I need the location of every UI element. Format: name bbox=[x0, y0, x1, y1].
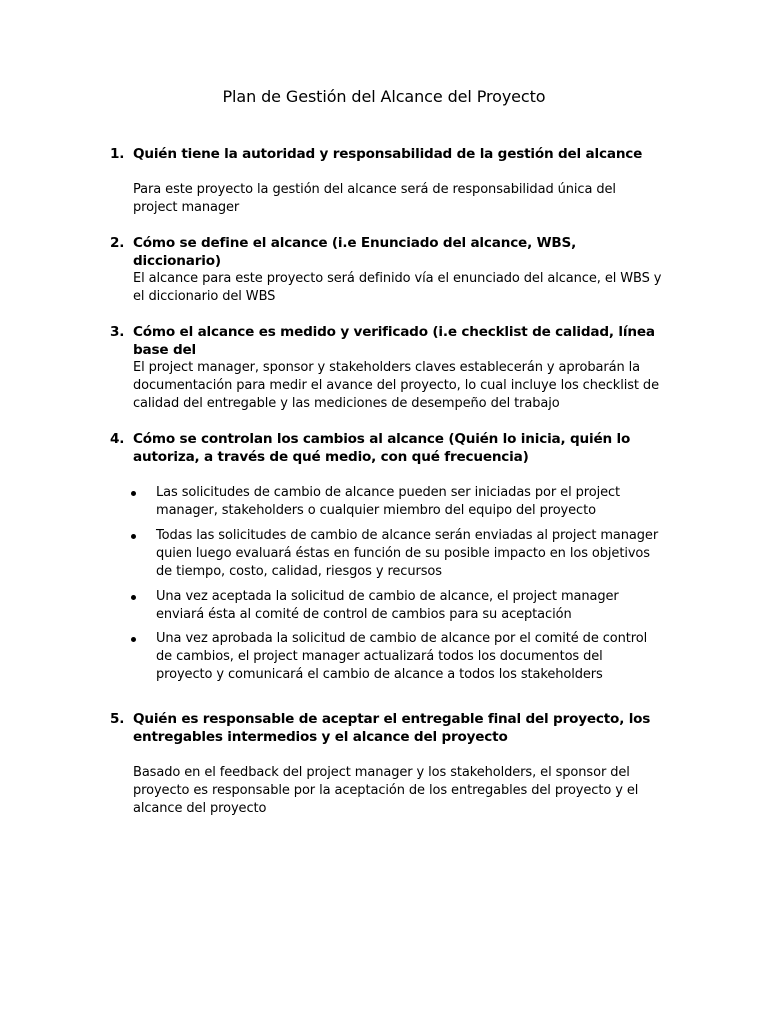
section-1-heading-text: Quién tiene la autoridad y responsabilidad de la gestión del alcance bbox=[133, 146, 643, 162]
section-4-heading-text: Cómo se controlan los cambios al alcance (Quién lo inicia, quién lo autoriza, a través de qué medio, con qué frecuencia) bbox=[133, 431, 631, 465]
section-1-body: Para este proyecto la gestión del alcance será de responsabilidad única del project manager bbox=[133, 182, 616, 215]
section-1-number: 1. bbox=[110, 146, 125, 162]
bullet-icon bbox=[131, 534, 136, 539]
section-5-body: Basado en el feedback del project manager y los stakeholders, el sponsor del proyecto es responsable por la aceptación de los entregables del proyecto y el alcance del proyecto bbox=[133, 765, 639, 816]
document-title: Plan de Gestión del Alcance del Proyecto bbox=[222, 87, 546, 106]
section-2-body: El alcance para este proyecto será definido vía el enunciado del alcance, el WBS y el diccionario del WBS bbox=[133, 271, 662, 304]
section-3-number: 3. bbox=[110, 324, 125, 340]
bullet-icon bbox=[131, 595, 136, 600]
bullet-icon bbox=[131, 491, 136, 496]
list-item-text: Todas las solicitudes de cambio de alcance serán enviadas al project manager quien luego evaluará éstas en función de su posible impacto en los objetivos de tiempo, costo, calidad, riesgos y recursos bbox=[156, 528, 659, 579]
list-item-text: Las solicitudes de cambio de alcance pueden ser iniciadas por el project manager, stakeholders o cualquier miembro del equipo del proyecto bbox=[156, 485, 621, 518]
section-5-number: 5. bbox=[110, 711, 125, 727]
bullet-icon bbox=[131, 637, 136, 642]
section-5-heading-text: Quién es responsable de aceptar el entregable final del proyecto, los entregables intermedios y el alcance del proyecto bbox=[133, 711, 651, 745]
list-item-text: Una vez aprobada la solicitud de cambio de alcance por el comité de control de cambios, el project manager actualizará todos los documentos del proyecto y comunicará el cambio de alcance a todos los stakeholders bbox=[156, 631, 648, 682]
section-2-heading-text: Cómo se define el alcance (i.e Enunciado del alcance, WBS, diccionario) bbox=[133, 235, 577, 269]
section-4-number: 4. bbox=[110, 431, 125, 447]
section-3-heading-text: Cómo el alcance es medido y verificado (i.e checklist de calidad, línea base del bbox=[133, 324, 655, 358]
section-3-body: El project manager, sponsor y stakeholders claves establecerán y aprobarán la documentación para medir el avance del proyecto, lo cual incluye los checklist de calidad del entregable y las mediciones de desempeño del trabajo bbox=[133, 360, 659, 411]
section-2-number: 2. bbox=[110, 235, 125, 251]
list-item-text: Una vez aceptada la solicitud de cambio de alcance, el project manager enviará ésta al comité de control de cambios para su aceptación bbox=[156, 589, 619, 622]
